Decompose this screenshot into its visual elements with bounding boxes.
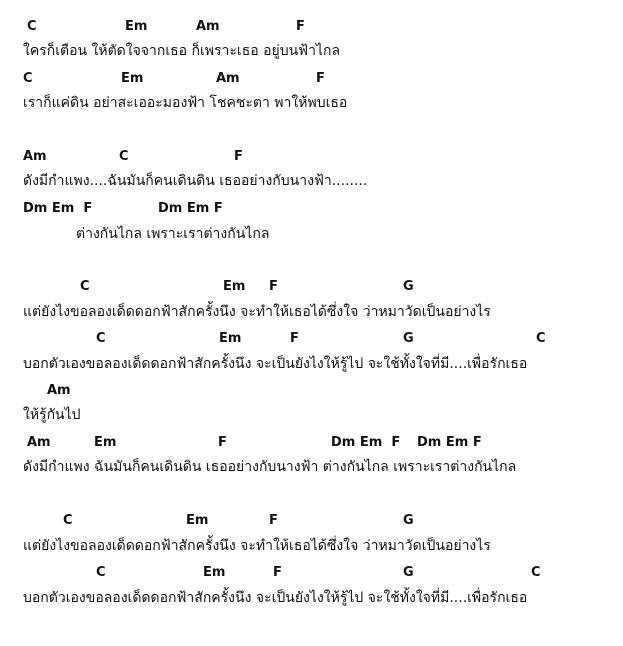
lyric-line: เราก็แค่ดิน อย่าสะเออะมองฟ้า โชคชะตา พาให้พบเธอ: [23, 95, 348, 111]
lyric-line: ดังมีกำแพง ฉันมันก็คนเดินดิน เธออย่างกับนางฟ้า ต่างกันไกล เพราะเราต่างกันไกล: [23, 459, 517, 475]
chord: G: [403, 279, 414, 294]
chord: C: [80, 279, 90, 294]
chord: C: [119, 149, 129, 164]
chord: F: [218, 435, 227, 450]
chord: C: [27, 19, 37, 34]
lyric-line: ให้รู้กันไป: [23, 407, 81, 423]
chord: Am: [23, 149, 47, 164]
chord: Dm Em F: [23, 201, 93, 216]
chord: Am: [47, 383, 71, 398]
lyric-line: บอกตัวเองขอลองเด็ดดอกฟ้าสักครั้งนึง จะเป็นยังไงให้รู้ไป จะใช้ทั้งใจที่มี....เพื่อรักเธอ: [23, 590, 528, 606]
chord: Em: [203, 565, 226, 580]
chord: C: [23, 71, 33, 86]
lyric-line: ต่างกันไกล เพราะเราต่างกันไกล: [76, 226, 270, 242]
chord: C: [536, 331, 546, 346]
lyric-line: ใครก็เตือน ให้ตัดใจจากเธอ ก็เพราะเธอ อยู่บนฟ้าไกล: [23, 43, 341, 59]
lyric-line: บอกตัวเองขอลองเด็ดดอกฟ้าสักครั้งนึง จะเป็นยังไงให้รู้ไป จะใช้ทั้งใจที่มี....เพื่อรักเธอ: [23, 356, 528, 372]
chord: F: [234, 149, 243, 164]
chord: F: [269, 279, 278, 294]
chord: G: [403, 565, 414, 580]
chord: F: [273, 565, 282, 580]
chord: Em: [223, 279, 246, 294]
chord: F: [269, 513, 278, 528]
lyric-line: แต่ยังไงขอลองเด็ดดอกฟ้าสักครั้งนึง จะทำให้เธอได้ซึ่งใจ ว่าหมาวัดเป็นอย่างไร: [23, 304, 491, 320]
chord: Em: [186, 513, 209, 528]
chord: Dm Em F: [417, 435, 482, 450]
chord: Am: [196, 19, 220, 34]
chord: Am: [216, 71, 240, 86]
chord: Dm Em F: [158, 201, 223, 216]
chord: C: [63, 513, 73, 528]
chord: Am: [27, 435, 51, 450]
chord: F: [316, 71, 325, 86]
chord: G: [403, 513, 414, 528]
chord: C: [96, 331, 106, 346]
chord: Dm Em F: [331, 435, 401, 450]
chord: Em: [121, 71, 144, 86]
chord: F: [296, 19, 305, 34]
chord: F: [290, 331, 299, 346]
chord: G: [403, 331, 414, 346]
chord: Em: [125, 19, 148, 34]
lyric-line: แต่ยังไงขอลองเด็ดดอกฟ้าสักครั้งนึง จะทำให้เธอได้ซึ่งใจ ว่าหมาวัดเป็นอย่างไร: [23, 538, 491, 554]
chord: C: [96, 565, 106, 580]
lyric-line: ดังมีกำแพง....ฉันมันก็คนเดินดิน เธออย่างกับนางฟ้า........: [23, 173, 368, 189]
chord: Em: [94, 435, 117, 450]
chord: Em: [219, 331, 242, 346]
chord: C: [531, 565, 541, 580]
